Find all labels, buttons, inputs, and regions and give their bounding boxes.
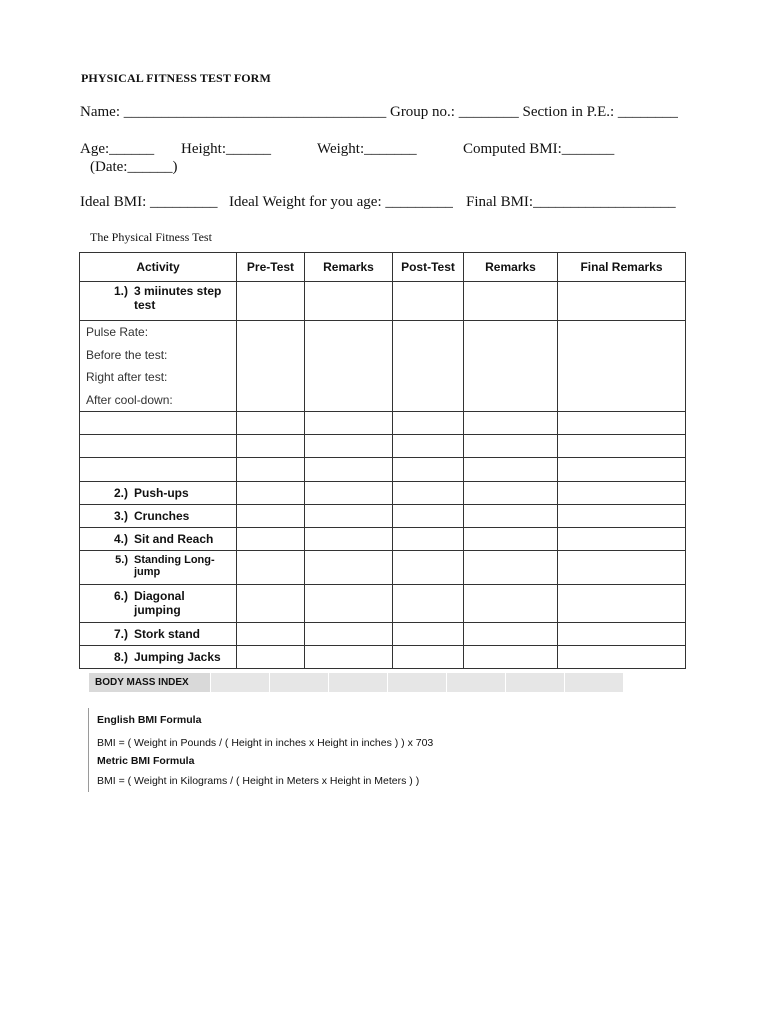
table-row xyxy=(80,482,686,505)
activity-number: 1.) xyxy=(113,284,128,298)
activity-label: 3 miinutes step test xyxy=(134,284,222,312)
remarks-cell[interactable] xyxy=(305,528,393,551)
final-remarks-cell[interactable] xyxy=(558,646,686,669)
activity-number: 5.) xyxy=(115,554,128,566)
remarks-cell[interactable] xyxy=(464,412,558,435)
post-test-cell[interactable] xyxy=(393,551,464,585)
post-test-cell[interactable] xyxy=(393,482,464,505)
remarks-cell[interactable] xyxy=(305,458,393,482)
activity-cell[interactable] xyxy=(80,435,237,458)
activity-number: 4.) xyxy=(113,532,128,546)
activity-cell xyxy=(80,551,237,585)
table-row xyxy=(80,623,686,646)
bmi-band xyxy=(89,673,631,692)
pre-test-cell[interactable] xyxy=(237,435,305,458)
final-remarks-cell[interactable] xyxy=(558,412,686,435)
date-field[interactable]: (Date:______) xyxy=(90,159,178,175)
remarks-cell[interactable] xyxy=(464,505,558,528)
remarks-cell[interactable] xyxy=(305,585,393,623)
bmi-band-cell xyxy=(387,673,446,692)
activity-cell xyxy=(80,623,237,646)
pre-test-cell[interactable] xyxy=(237,646,305,669)
remarks-cell[interactable] xyxy=(305,551,393,585)
activity-cell xyxy=(80,528,237,551)
pre-test-cell[interactable] xyxy=(237,482,305,505)
activity-label: Diagonal jumping xyxy=(134,589,185,617)
remarks-cell[interactable] xyxy=(464,482,558,505)
metric-bmi-title: Metric BMI Formula xyxy=(97,755,195,767)
ideal-bmi-field[interactable]: Ideal BMI: _________ xyxy=(80,194,218,210)
header-remarks-2: Remarks xyxy=(464,253,558,282)
activity-cell xyxy=(80,585,237,623)
final-remarks-cell[interactable] xyxy=(558,321,686,412)
remarks-cell[interactable] xyxy=(305,435,393,458)
activity-cell xyxy=(80,646,237,669)
fitness-test-table xyxy=(79,252,686,669)
header-final-remarks: Final Remarks xyxy=(558,253,686,282)
table-caption: The Physical Fitness Test xyxy=(90,230,212,244)
header-post-test: Post-Test xyxy=(393,253,464,282)
header-pre-test: Pre-Test xyxy=(237,253,305,282)
final-remarks-cell[interactable] xyxy=(558,528,686,551)
pre-test-cell[interactable] xyxy=(237,528,305,551)
remarks-cell[interactable] xyxy=(305,282,393,321)
post-test-cell[interactable] xyxy=(393,412,464,435)
pre-test-cell[interactable] xyxy=(237,458,305,482)
remarks-cell[interactable] xyxy=(305,412,393,435)
after-cool-down-label: After cool-down: xyxy=(86,392,173,407)
post-test-cell[interactable] xyxy=(393,585,464,623)
pre-test-cell[interactable] xyxy=(237,551,305,585)
activity-label: Stork stand xyxy=(134,627,201,641)
activity-cell xyxy=(80,505,237,528)
activity-cell xyxy=(80,482,237,505)
final-remarks-cell[interactable] xyxy=(558,282,686,321)
english-bmi-title: English BMI Formula xyxy=(97,714,202,726)
remarks-cell[interactable] xyxy=(464,528,558,551)
header-activity: Activity xyxy=(80,253,237,282)
bmi-band-cell xyxy=(505,673,564,692)
pulse-rate-label: Pulse Rate: xyxy=(86,325,149,339)
bmi-band-label: BODY MASS INDEX xyxy=(89,673,210,692)
final-remarks-cell[interactable] xyxy=(558,623,686,646)
table-row xyxy=(80,646,686,669)
computed-bmi-field[interactable]: Computed BMI:_______ xyxy=(463,141,615,157)
final-remarks-cell[interactable] xyxy=(558,482,686,505)
remarks-cell[interactable] xyxy=(305,623,393,646)
table-row xyxy=(80,585,686,623)
table-row xyxy=(80,282,686,321)
table-row xyxy=(80,505,686,528)
pre-test-cell[interactable] xyxy=(237,505,305,528)
bmi-band-cell xyxy=(269,673,328,692)
activity-number: 8.) xyxy=(113,650,128,664)
remarks-cell[interactable] xyxy=(464,551,558,585)
post-test-cell[interactable] xyxy=(393,505,464,528)
bmi-band-cell xyxy=(210,673,269,692)
final-remarks-cell[interactable] xyxy=(558,458,686,482)
remarks-cell[interactable] xyxy=(464,435,558,458)
table-row xyxy=(80,435,686,458)
table-row xyxy=(80,528,686,551)
bmi-band-cell xyxy=(446,673,505,692)
before-test-label: Before the test: xyxy=(86,347,168,362)
table-row xyxy=(80,551,686,585)
ideal-weight-field[interactable]: Ideal Weight for you age: _________ xyxy=(229,194,453,210)
final-remarks-cell[interactable] xyxy=(558,435,686,458)
remarks-cell[interactable] xyxy=(464,646,558,669)
remarks-cell[interactable] xyxy=(305,482,393,505)
pre-test-cell[interactable] xyxy=(237,623,305,646)
post-test-cell[interactable] xyxy=(393,458,464,482)
remarks-cell[interactable] xyxy=(464,321,558,412)
right-after-test-label: Right after test: xyxy=(86,370,168,384)
bmi-formula-block xyxy=(88,708,509,792)
pre-test-cell[interactable] xyxy=(237,412,305,435)
activity-cell[interactable] xyxy=(80,412,237,435)
post-test-cell[interactable] xyxy=(393,435,464,458)
english-bmi-formula: BMI = ( Weight in Pounds / ( Height in inches x Height in inches ) ) x 703 xyxy=(97,737,434,749)
remarks-cell[interactable] xyxy=(464,458,558,482)
post-test-cell[interactable] xyxy=(393,282,464,321)
activity-number: 6.) xyxy=(113,589,128,603)
table-header-row xyxy=(80,253,686,282)
name-group-section-line[interactable]: Name: ___________________________________ Group no.: ________ Section in P.E.: ________ xyxy=(80,104,678,120)
activity-number: 2.) xyxy=(113,486,128,500)
activity-number: 7.) xyxy=(113,627,128,641)
remarks-cell[interactable] xyxy=(305,321,393,412)
pulse-rate-cell xyxy=(80,321,237,412)
final-remarks-cell[interactable] xyxy=(558,585,686,623)
post-test-cell[interactable] xyxy=(393,321,464,412)
activity-number: 3.) xyxy=(113,509,128,523)
final-bmi-field[interactable]: Final BMI:___________________ xyxy=(466,194,676,210)
height-field[interactable]: Height:______ xyxy=(181,141,271,157)
post-test-cell[interactable] xyxy=(393,646,464,669)
remarks-cell[interactable] xyxy=(464,282,558,321)
weight-field[interactable]: Weight:_______ xyxy=(317,141,417,157)
form-title: PHYSICAL FITNESS TEST FORM xyxy=(81,71,271,85)
remarks-cell[interactable] xyxy=(464,623,558,646)
activity-cell xyxy=(80,282,237,321)
activity-label: Sit and Reach xyxy=(134,532,214,546)
age-field[interactable]: Age:______ xyxy=(80,141,155,157)
table-row xyxy=(80,458,686,482)
pre-test-cell[interactable] xyxy=(237,585,305,623)
final-remarks-cell[interactable] xyxy=(558,551,686,585)
post-test-cell[interactable] xyxy=(393,528,464,551)
activity-label: Crunches xyxy=(134,509,190,523)
final-remarks-cell[interactable] xyxy=(558,505,686,528)
activity-label: Jumping Jacks xyxy=(134,650,221,664)
metric-bmi-formula: BMI = ( Weight in Kilograms / ( Height in Meters x Height in Meters ) ) xyxy=(97,775,420,787)
pre-test-cell[interactable] xyxy=(237,321,305,412)
header-remarks: Remarks xyxy=(305,253,393,282)
remarks-cell[interactable] xyxy=(305,646,393,669)
remarks-cell[interactable] xyxy=(305,505,393,528)
bmi-band-cell xyxy=(564,673,623,692)
table-row xyxy=(80,412,686,435)
activity-label: Push-ups xyxy=(134,486,189,500)
pre-test-cell[interactable] xyxy=(237,282,305,321)
post-test-cell[interactable] xyxy=(393,623,464,646)
bmi-band-cell xyxy=(328,673,387,692)
remarks-cell[interactable] xyxy=(464,585,558,623)
activity-cell[interactable] xyxy=(80,458,237,482)
activity-label: Standing Long-jump xyxy=(134,554,215,578)
table-row xyxy=(80,321,686,412)
